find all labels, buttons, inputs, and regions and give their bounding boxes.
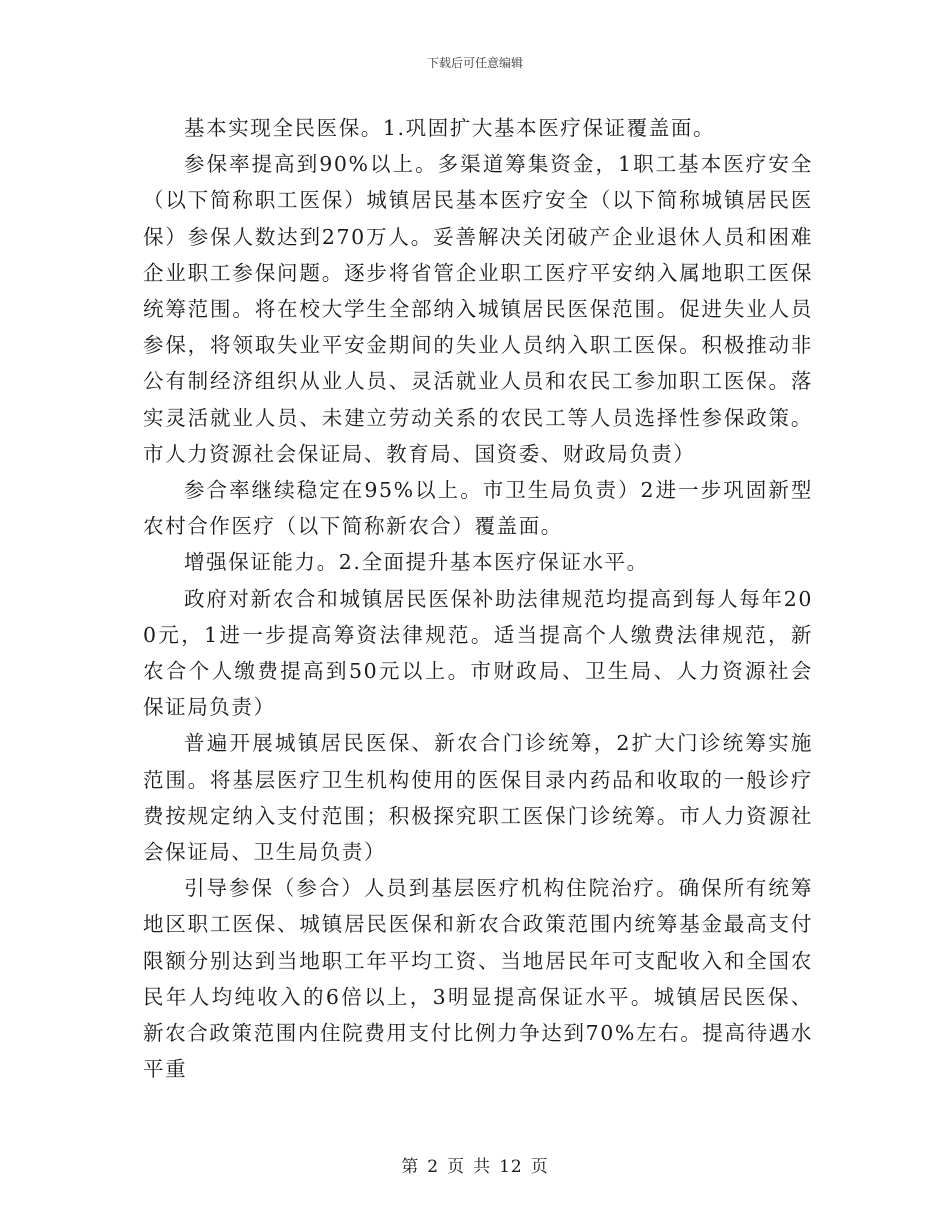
paragraph-4: 增强保证能力。2.全面提升基本医疗保证水平。	[184, 550, 649, 575]
paragraph-6: 普遍开展城镇居民医保、新农合门诊统筹，2扩大门诊统筹实施范围。将基层医疗卫生机构使用的医保目录内药品和收取的一般诊疗费按规定纳入支付范围；积极探究职工医保门诊统筹。市人力资源社会保证局、卫生局负责）	[143, 731, 813, 865]
body-text	[143, 110, 813, 1087]
paragraph-7: 引导参保（参合）人员到基层医疗机构住院治疗。确保所有统筹地区职工医保、城镇居民医保和新农合政策范围内统筹基金最高支付限额分别达到当地职工年平均工资、当地居民年可支配收入和全国农民年人均纯收入的6倍以上，3明显提高保证水平。城镇居民医保、新农合政策范围内住院费用支付比例力争达到70%左右。提高待遇水平重	[143, 876, 813, 1082]
paragraph-3: 参合率继续稳定在95%以上。市卫生局负责）2进一步巩固新型农村合作医疗（以下简称新农合）覆盖面。	[143, 478, 813, 539]
page-footer	[0, 1152, 950, 1177]
paragraph-5: 政府对新农合和城镇居民医保补助法律规范均提高到每人每年200元，1进一步提高筹资法律规范。适当提高个人缴费法律规范，新农合个人缴费提高到50元以上。市财政局、卫生局、人力资源社会保证局负责）	[143, 586, 813, 720]
footer-suffix: 页	[530, 1157, 549, 1177]
footer-middle: 页	[447, 1157, 466, 1177]
paragraph-2: 参保率提高到90%以上。多渠道筹集资金，1职工基本医疗安全（以下简称职工医保）城镇居民基本医疗安全（以下简称城镇居民医保）参保人数达到270万人。妥善解决关闭破产企业退休人员和困难企业职工参保问题。逐步将省管企业职工医疗平安纳入属地职工医保统筹范围。将在校大学生全部纳入城镇居民医保范围。促进失业人员参保，将领取失业平安金期间的失业人员纳入职工医保。积极推动非公有制经济组织从业人员、灵活就业人员和农民工参加职工医保。落实灵活就业人员、未建立劳动关系的农民工等人员选择性参保政策。市人力资源社会保证局、教育局、国资委、财政局负责）	[143, 152, 813, 466]
footer-prefix: 第	[401, 1157, 420, 1177]
paragraph-1: 基本实现全民医保。1.巩固扩大基本医疗保证覆盖面。	[184, 116, 716, 140]
footer-total-pages: 12	[499, 1157, 523, 1177]
header-note: 下载后可任意编辑	[426, 56, 523, 70]
footer-current-page: 2	[427, 1157, 440, 1177]
footer-total-word: 共	[473, 1157, 492, 1177]
